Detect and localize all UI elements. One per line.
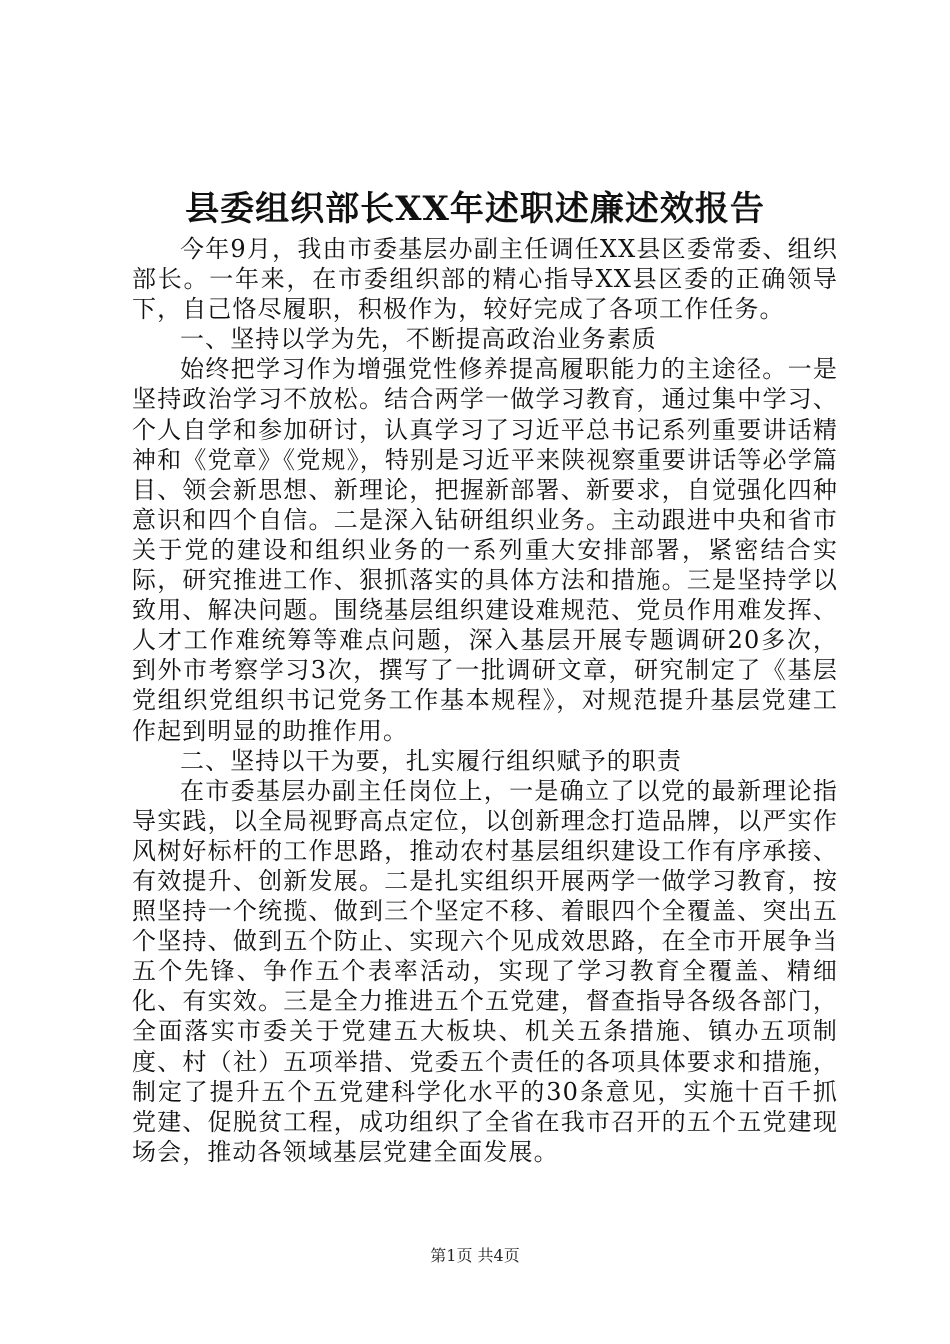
- intro-paragraph: 今年9月，我由市委基层办副主任调任XX县区委常委、组织部长。一年来，在市委组织部的精心指导XX县区委的正确领导下，自己恪尽履职，积极作为，较好完成了各项工作任务。: [132, 235, 838, 324]
- section-heading-1: 一、坚持以学为先，不断提高政治业务素质: [180, 325, 657, 354]
- section-heading-2: 二、坚持以干为要，扎实履行组织赋予的职责: [180, 746, 682, 775]
- document-title: 县委组织部长XX年述职述廉述效报告: [185, 189, 765, 229]
- document-body: [132, 234, 838, 1167]
- page-footer: 第1页 共4页: [430, 1246, 520, 1265]
- section-1-paragraph: 始终把学习作为增强党性修养提高履职能力的主途径。一是坚持政治学习不放松。结合两学一做学习教育，通过集中学习、个人自学和参加研讨，认真学习了习近平总书记系列重要讲话精神和《党章》《党规》，特别是习近平来陕视察重要讲话等必学篇目、领会新思想、新理论，把握新部署、新要求，自觉强化四种意识和四个自信。二是深入钻研组织业务。主动跟进中央和省市关于党的建设和组织业务的一系列重大安排部署，紧密结合实际，研究推进工作、狠抓落实的具体方法和措施。三是坚持学以致用、解决问题。围绕基层组织建设难规范、党员作用难发挥、人才工作难统筹等难点问题，深入基层开展专题调研20多次，到外市考察学习3次，撰写了一批调研文章，研究制定了《基层党组织党组织书记党务工作基本规程》，对规范提升基层党建工作起到明显的助推作用。: [132, 355, 838, 745]
- section-2-paragraph: 在市委基层办副主任岗位上，一是确立了以党的最新理论指导实践，以全局视野高点定位，以创新理念打造品牌，以严实作风树好标杆的工作思路，推动农村基层组织建设工作有序承接、有效提升、创新发展。二是扎实组织开展两学一做学习教育，按照坚持一个统揽、做到三个坚定不移、着眼四个全覆盖、突出五个坚持、做到五个防止、实现六个见成效思路，在全市开展争当五个先锋、争作五个表率活动，实现了学习教育全覆盖、精细化、有实效。三是全力推进五个五党建，督查指导各级各部门，全面落实市委关于党建五大板块、机关五条措施、镇办五项制度、村（社）五项举措、党委五个责任的各项具体要求和措施，制定了提升五个五党建科学化水平的30条意见，实施十百千抓党建、促脱贫工程，成功组织了全省在我市召开的五个五党建现场会，推动各领域基层党建全面发展。: [132, 776, 838, 1166]
